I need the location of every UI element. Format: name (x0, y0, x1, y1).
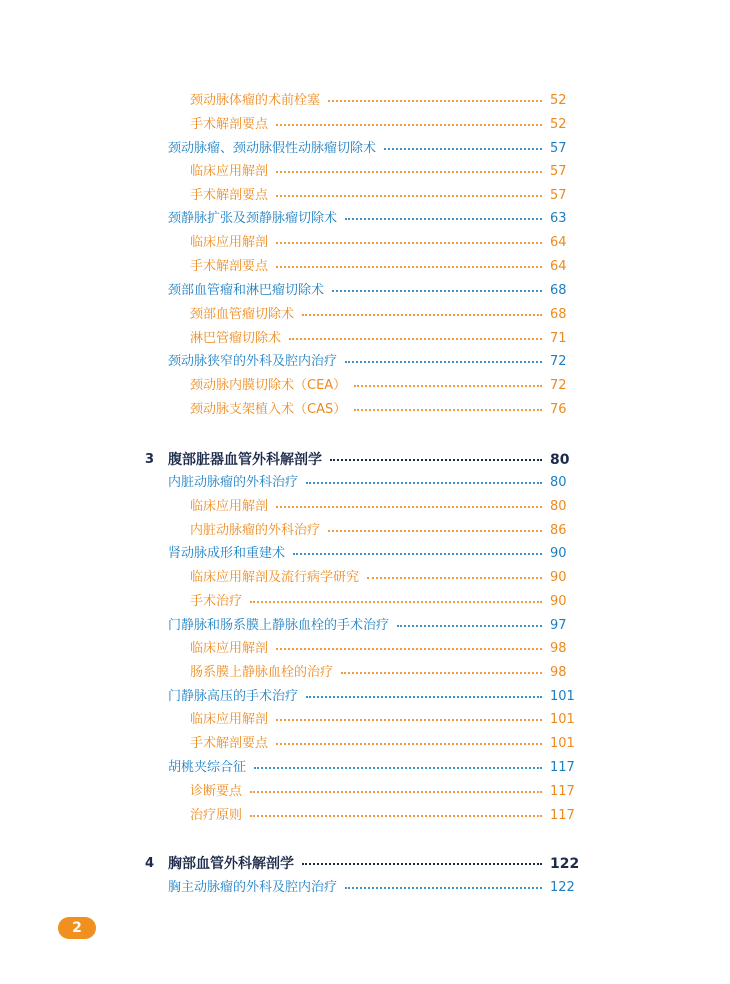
toc-page-number: 52 (550, 117, 567, 132)
leader-dots (354, 409, 542, 411)
toc-page-number: 64 (550, 235, 567, 250)
toc-page-number: 71 (550, 331, 567, 346)
toc-chapter[interactable] (0, 853, 730, 875)
leader-dots (354, 385, 542, 387)
toc-title: 手术解剖要点 (190, 259, 269, 274)
toc-subsection[interactable] (0, 256, 730, 278)
leader-dots (276, 171, 542, 173)
toc-subsection[interactable] (0, 232, 730, 254)
leader-dots (276, 266, 542, 268)
toc-page-number: 57 (550, 164, 567, 179)
toc-subsection[interactable] (0, 662, 730, 684)
leader-dots (250, 601, 542, 603)
leader-dots (328, 100, 542, 102)
toc-page-number: 101 (550, 712, 575, 727)
toc-title: 门静脉高压的手术治疗 (168, 689, 299, 704)
leader-dots (250, 791, 542, 793)
leader-dots (302, 863, 542, 865)
toc-subsection[interactable] (0, 328, 730, 350)
leader-dots (289, 338, 542, 340)
leader-dots (276, 124, 542, 126)
leader-dots (306, 696, 542, 698)
toc-title: 颈部血管瘤切除术 (190, 307, 295, 322)
toc-title: 胸主动脉瘤的外科及腔内治疗 (168, 880, 338, 895)
toc-page-number: 68 (550, 307, 567, 322)
toc-page-number: 76 (550, 402, 567, 417)
leader-dots (302, 314, 542, 316)
toc-page-number: 90 (550, 594, 567, 609)
toc-page-number: 72 (550, 354, 567, 369)
toc-subsection[interactable] (0, 591, 730, 613)
toc-page-number: 57 (550, 141, 567, 156)
toc-page-number: 90 (550, 546, 567, 561)
toc-title: 手术解剖要点 (190, 117, 269, 132)
leader-dots (345, 218, 542, 220)
toc-page-number: 117 (550, 760, 575, 775)
leader-dots (293, 553, 542, 555)
toc-title: 颈动脉支架植入术（CAS） (190, 402, 347, 417)
toc-subsection[interactable] (0, 375, 730, 397)
toc-subsection[interactable] (0, 733, 730, 755)
toc-page-number: 86 (550, 523, 567, 538)
toc-title: 门静脉和肠系膜上静脉血栓的手术治疗 (168, 618, 390, 633)
page-number-badge: 2 (58, 917, 96, 939)
toc-page-number: 101 (550, 736, 575, 751)
toc-subsection[interactable] (0, 496, 730, 518)
toc-title: 淋巴管瘤切除术 (190, 331, 282, 346)
toc-subsection[interactable] (0, 567, 730, 589)
toc-subsection[interactable] (0, 185, 730, 207)
leader-dots (250, 815, 542, 817)
toc-title: 临床应用解剖 (190, 164, 269, 179)
toc-page-number: 72 (550, 378, 567, 393)
toc-title: 颈动脉瘤、颈动脉假性动脉瘤切除术 (168, 141, 377, 156)
toc-title: 临床应用解剖 (190, 712, 269, 727)
leader-dots (328, 530, 542, 532)
toc-section[interactable] (0, 877, 730, 899)
leader-dots (254, 767, 542, 769)
toc-section[interactable] (0, 543, 730, 565)
toc-title: 临床应用解剖 (190, 499, 269, 514)
toc-subsection[interactable] (0, 399, 730, 421)
toc-page-number: 97 (550, 618, 567, 633)
toc-title: 手术治疗 (190, 594, 243, 609)
toc-subsection[interactable] (0, 709, 730, 731)
toc-title: 临床应用解剖及流行病学研究 (190, 570, 360, 585)
toc-title: 治疗原则 (190, 808, 243, 823)
leader-dots (341, 672, 542, 674)
toc-page-number: 64 (550, 259, 567, 274)
leader-dots (276, 195, 542, 197)
leader-dots (330, 459, 542, 461)
leader-dots (276, 719, 542, 721)
chapter-number: 4 (145, 856, 155, 871)
toc-page-number: 57 (550, 188, 567, 203)
toc-page-number: 98 (550, 641, 567, 656)
toc-title: 临床应用解剖 (190, 235, 269, 250)
toc-section[interactable] (0, 208, 730, 230)
toc-title: 颈静脉扩张及颈静脉瘤切除术 (168, 211, 338, 226)
toc-page-number: 80 (550, 475, 567, 490)
toc-section[interactable] (0, 138, 730, 160)
toc-title: 胸部血管外科解剖学 (168, 856, 294, 872)
leader-dots (384, 148, 542, 150)
toc-subsection[interactable] (0, 90, 730, 112)
toc-title: 手术解剖要点 (190, 736, 269, 751)
toc-page-number: 68 (550, 283, 567, 298)
toc-title: 腹部脏器血管外科解剖学 (168, 452, 322, 468)
toc-page-number: 63 (550, 211, 567, 226)
toc-subsection[interactable] (0, 638, 730, 660)
toc-page-number: 90 (550, 570, 567, 585)
toc-section[interactable] (0, 472, 730, 494)
toc-title: 颈部血管瘤和淋巴瘤切除术 (168, 283, 325, 298)
leader-dots (306, 482, 542, 484)
leader-dots (345, 361, 542, 363)
toc-title: 内脏动脉瘤的外科治疗 (168, 475, 299, 490)
leader-dots (332, 290, 542, 292)
toc-title: 肠系膜上静脉血栓的治疗 (190, 665, 334, 680)
leader-dots (276, 743, 542, 745)
toc-title: 手术解剖要点 (190, 188, 269, 203)
toc-title: 肾动脉成形和重建术 (168, 546, 286, 561)
toc-page-number: 52 (550, 93, 567, 108)
toc-subsection[interactable] (0, 304, 730, 326)
toc-title: 颈动脉内膜切除术（CEA） (190, 378, 347, 393)
toc-subsection[interactable] (0, 161, 730, 183)
leader-dots (345, 887, 542, 889)
toc-subsection[interactable] (0, 805, 730, 827)
toc-section[interactable] (0, 686, 730, 708)
toc-title: 颈动脉狭窄的外科及腔内治疗 (168, 354, 338, 369)
toc-title: 颈动脉体瘤的术前栓塞 (190, 93, 321, 108)
toc-page-number: 80 (550, 499, 567, 514)
leader-dots (276, 242, 542, 244)
toc-section[interactable] (0, 280, 730, 302)
toc-title: 胡桃夹综合征 (168, 760, 247, 775)
toc-page-number: 80 (550, 452, 570, 468)
leader-dots (276, 648, 542, 650)
toc-title: 内脏动脉瘤的外科治疗 (190, 523, 321, 538)
leader-dots (397, 625, 542, 627)
toc-page-number: 101 (550, 689, 575, 704)
toc-title: 临床应用解剖 (190, 641, 269, 656)
toc-chapter[interactable] (0, 449, 730, 471)
toc-title: 诊断要点 (190, 784, 243, 799)
toc-section[interactable] (0, 757, 730, 779)
leader-dots (367, 577, 542, 579)
toc-section[interactable] (0, 615, 730, 637)
chapter-number: 3 (145, 452, 155, 467)
toc-page-number: 98 (550, 665, 567, 680)
toc-page-number: 122 (550, 856, 580, 872)
toc-page-number: 117 (550, 784, 575, 799)
toc-section[interactable] (0, 351, 730, 373)
toc-page-number: 122 (550, 880, 575, 895)
toc-subsection[interactable] (0, 114, 730, 136)
leader-dots (276, 506, 542, 508)
toc-page-number: 117 (550, 808, 575, 823)
toc-subsection[interactable] (0, 781, 730, 803)
toc-subsection[interactable] (0, 520, 730, 542)
